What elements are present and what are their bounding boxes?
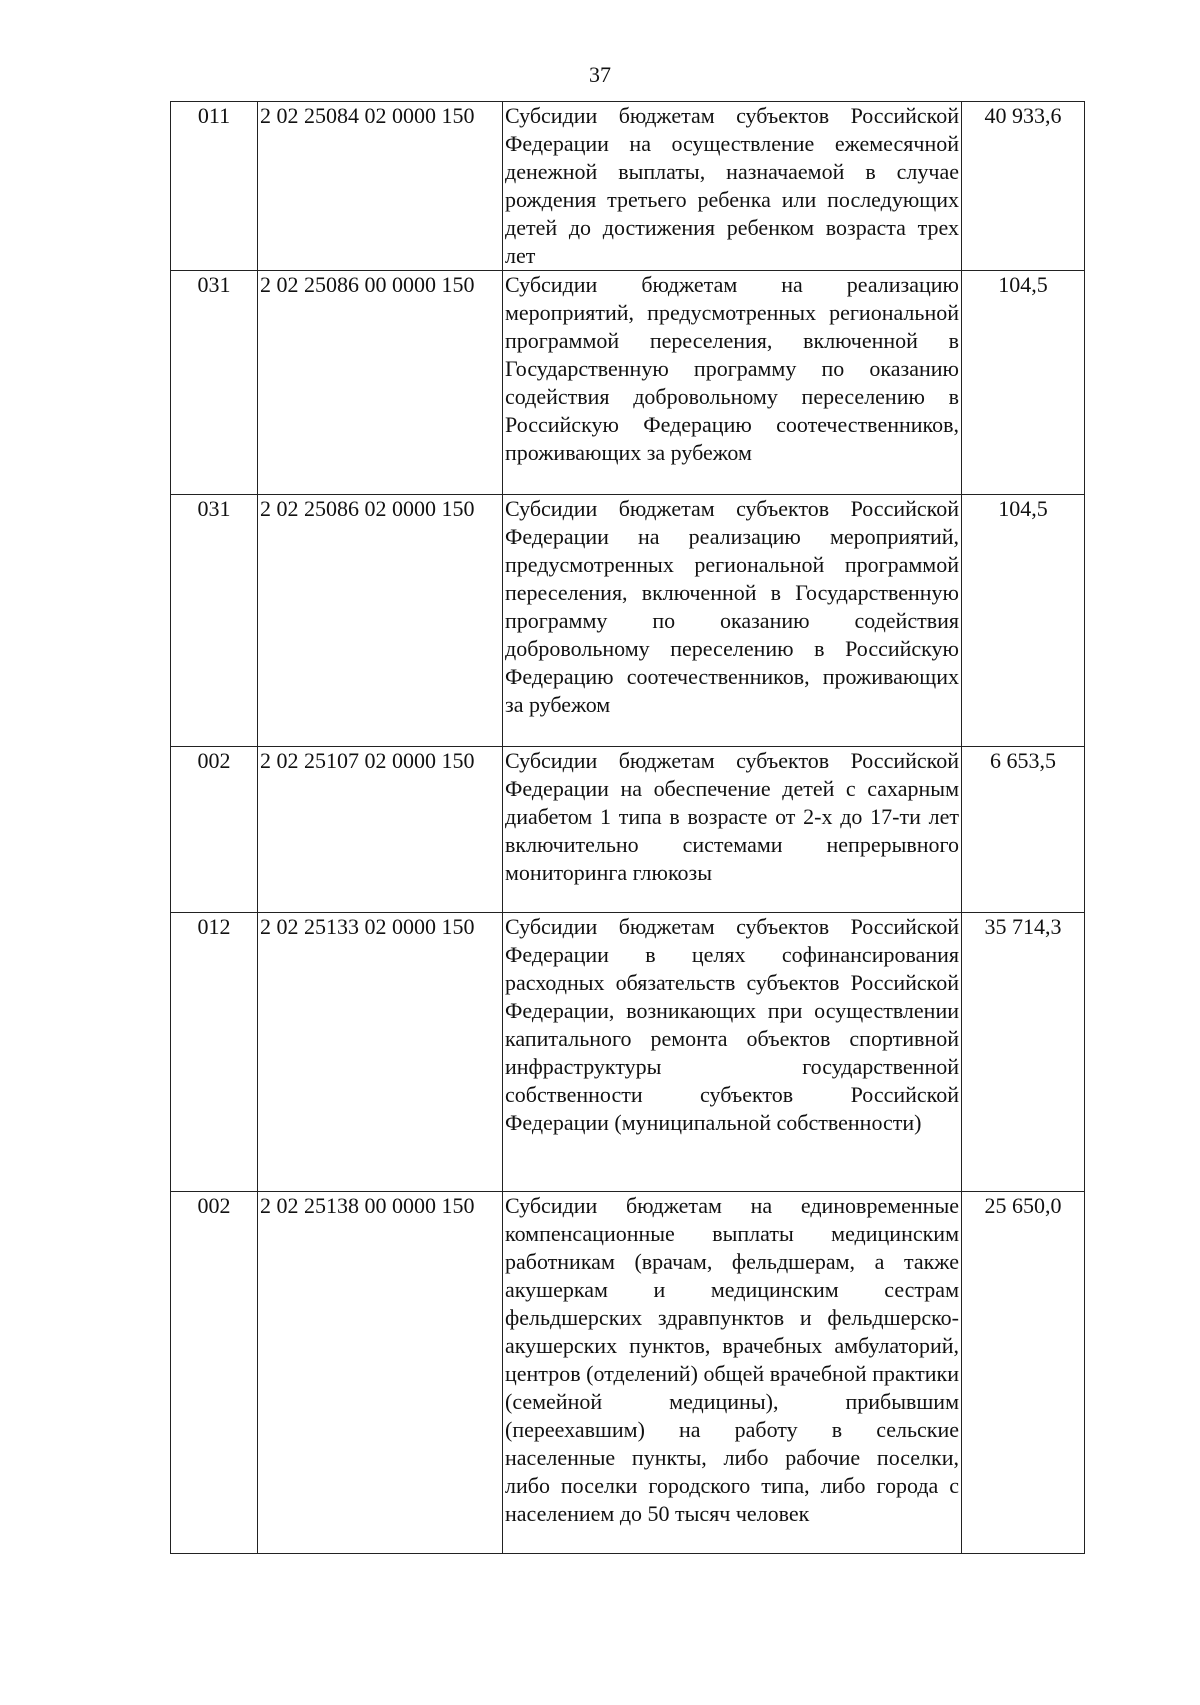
table-row [171,913,1085,1192]
amount-cell: 40 933,6 [962,102,1085,271]
revenue-name-cell: Субсидии бюджетам на реализацию мероприятий, предусмотренных региональной программой переселения, включенной в Государственную программу по оказанию содействия добровольному переселению в Российскую Федерацию соотечественников, проживающих за рубежом [503,271,962,495]
page-number: 37 [589,62,611,87]
admin-code-cell: 002 [171,1192,258,1554]
amount-cell: 6 653,5 [962,747,1085,913]
revenue-name-cell: Субсидии бюджетам субъектов Российской Федерации на реализацию мероприятий, предусмотренных региональной программой переселения, включенной в Государственную программу по оказанию содействия добровольному переселению в Российскую Федерацию соотечественников, проживающих за рубежом [503,495,962,747]
revenue-name-cell: Субсидии бюджетам субъектов Российской Федерации на осуществление ежемесячной денежной выплаты, назначаемой в случае рождения третьего ребенка или последующих детей до достижения ребенком возраста трех лет [503,102,962,271]
budget-code-cell: 2 02 25133 02 0000 150 [258,913,503,1192]
table-row [171,1192,1085,1554]
amount-cell: 35 714,3 [962,913,1085,1192]
admin-code-cell: 011 [171,102,258,271]
admin-code-cell: 002 [171,747,258,913]
admin-code-cell: 031 [171,495,258,747]
table-row [171,747,1085,913]
amount-cell: 104,5 [962,271,1085,495]
budget-code-cell: 2 02 25084 02 0000 150 [258,102,503,271]
budget-code-cell: 2 02 25138 00 0000 150 [258,1192,503,1554]
revenue-name-cell: Субсидии бюджетам субъектов Российской Федерации на обеспечение детей с сахарным диабетом 1 типа в возрасте от 2-х до 17-ти лет включительно системами непрерывного мониторинга глюкозы [503,747,962,913]
amount-cell: 104,5 [962,495,1085,747]
budget-code-cell: 2 02 25107 02 0000 150 [258,747,503,913]
budget-code-cell: 2 02 25086 02 0000 150 [258,495,503,747]
table-row [171,495,1085,747]
admin-code-cell: 012 [171,913,258,1192]
budget-revenue-table [170,101,1085,1554]
amount-cell: 25 650,0 [962,1192,1085,1554]
table-row [171,102,1085,271]
revenue-name-cell: Субсидии бюджетам на единовременные компенсационные выплаты медицинским работникам (врачам, фельдшерам, а также акушеркам и медицинским сестрам фельдшерских здравпунктов и фельдшерско-акушерских пунктов, врачебных амбулаторий, центров (отделений) общей врачебной практики (семейной медицины), прибывшим (переехавшим) на работу в сельские населенные пункты, либо рабочие поселки, либо поселки городского типа, либо города с населением до 50 тысяч человек [503,1192,962,1554]
budget-code-cell: 2 02 25086 00 0000 150 [258,271,503,495]
table-row [171,271,1085,495]
admin-code-cell: 031 [171,271,258,495]
revenue-name-cell: Субсидии бюджетам субъектов Российской Федерации в целях софинансирования расходных обязательств субъектов Российской Федерации, возникающих при осуществлении капитального ремонта объектов спортивной инфраструктуры государственной собственности субъектов Российской Федерации (муниципальной собственности) [503,913,962,1192]
